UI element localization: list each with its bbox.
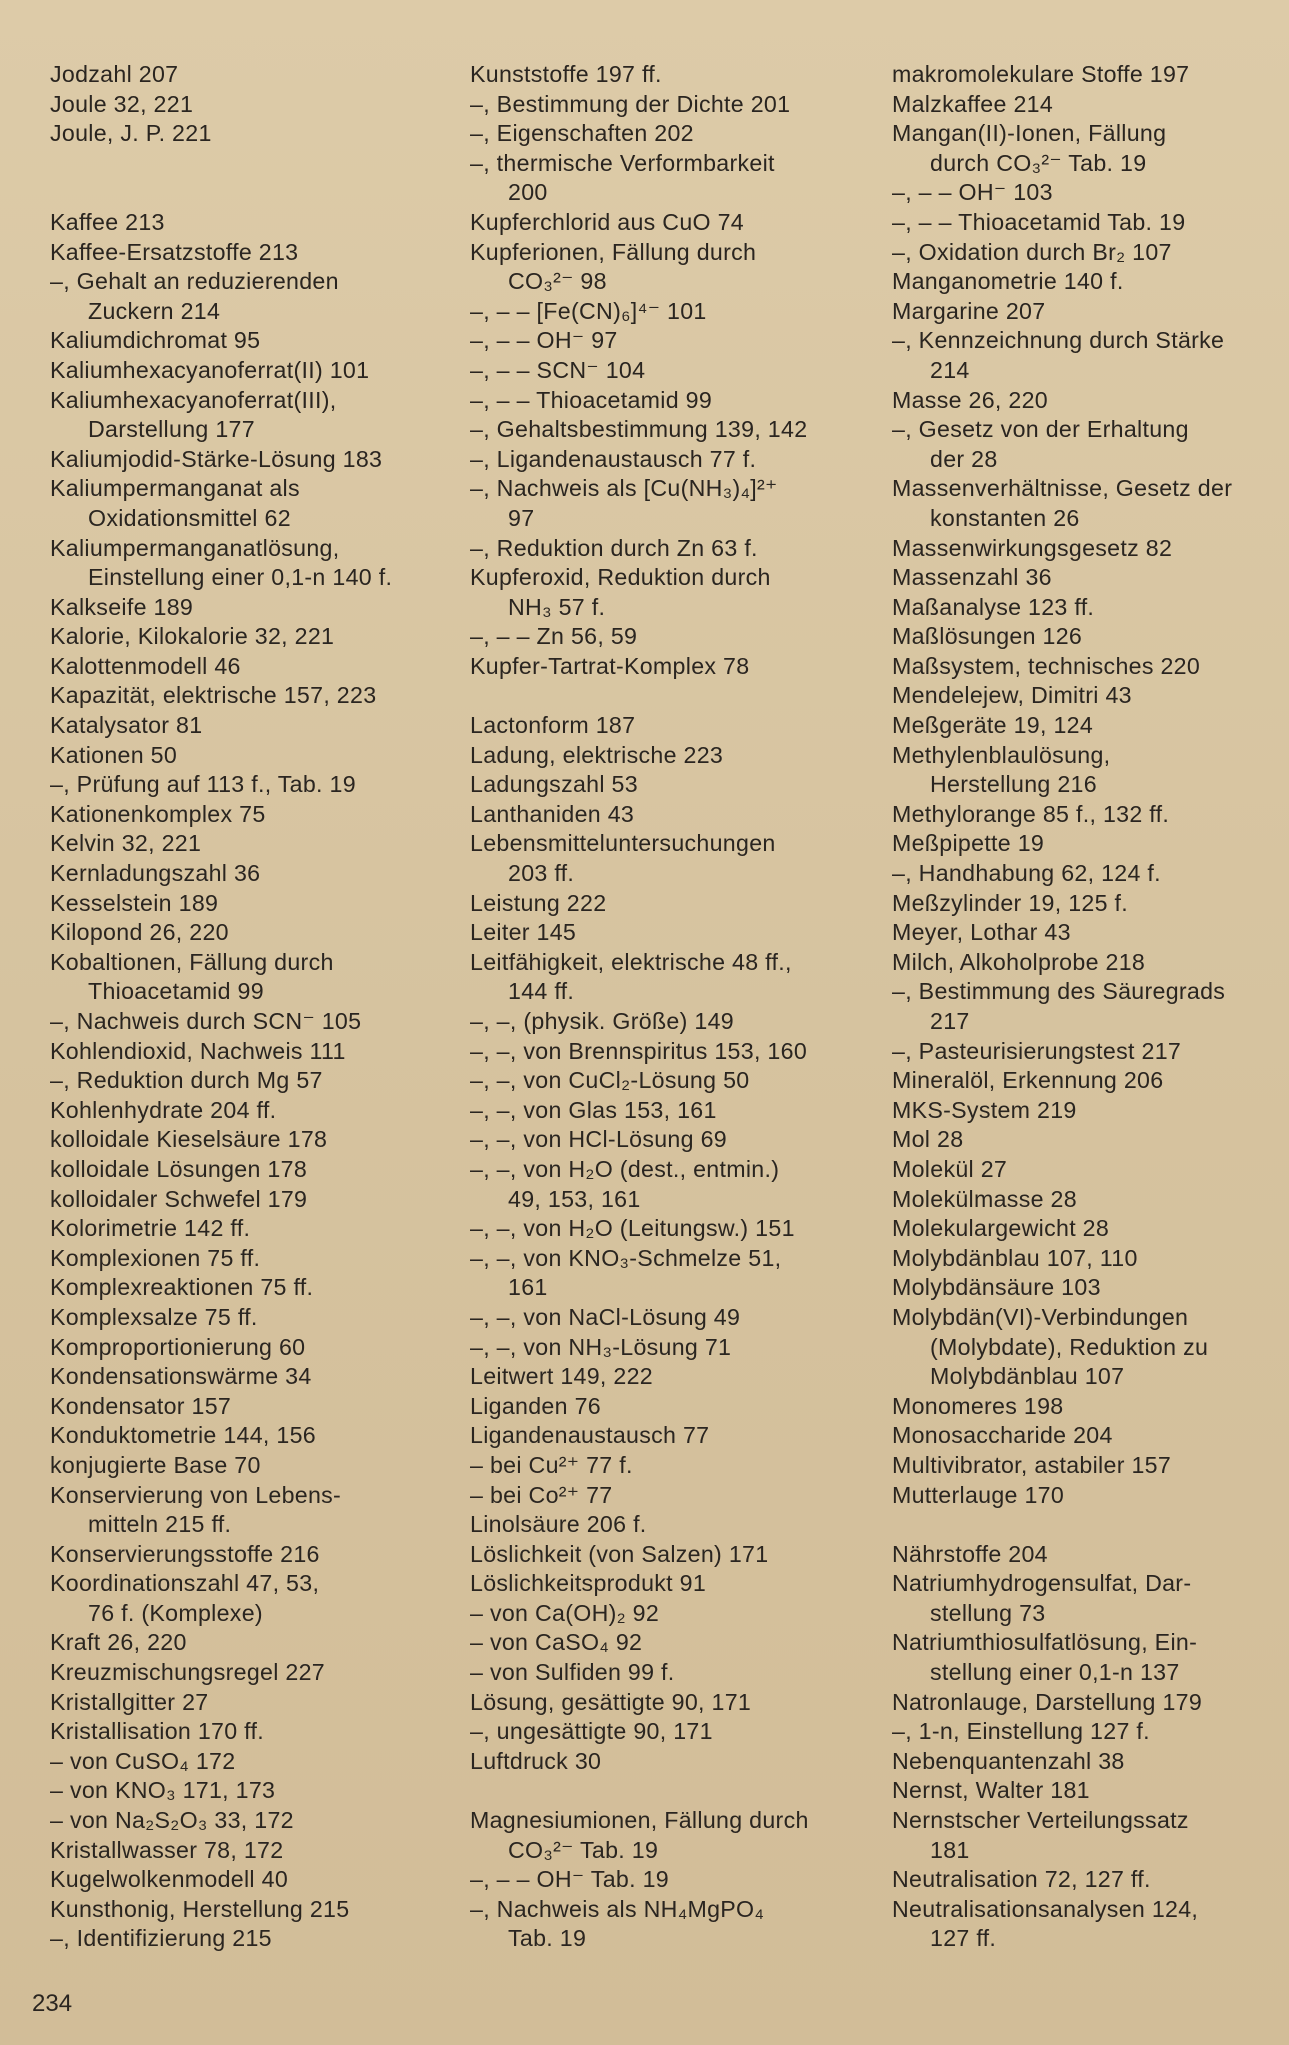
index-entry: Ladung, elektrische 223 [470,741,724,768]
index-entry: Joule, J. P. 221 [50,120,212,147]
index-entry: mitteln 215 ff. [88,1511,232,1538]
index-entry: Leistung 222 [470,889,607,916]
index-entry: –, Eigenschaften 202 [470,120,694,147]
index-entry: der 28 [930,445,998,472]
index-entry: –, Gesetz von der Erhaltung [892,416,1189,443]
index-entry: Molekül 27 [892,1155,1008,1182]
index-entry: – von KNO₃ 171, 173 [50,1777,276,1804]
index-entry: –, 1-n, Einstellung 127 f. [892,1718,1150,1745]
index-entry: Massenzahl 36 [892,564,1052,591]
index-entry: Natriumthiosulfatlösung, Ein- [892,1629,1198,1656]
index-entry: –, Gehaltsbestimmung 139, 142 [470,416,808,443]
index-entry: CO₃²⁻ 98 [508,268,607,295]
index-entry: –, Reduktion durch Mg 57 [50,1067,323,1094]
index-spacer [470,1776,890,1806]
index-entry: Kristallisation 170 ff. [50,1718,264,1745]
index-entry: – von Ca(OH)₂ 92 [470,1599,660,1626]
index-entry: Kesselstein 189 [50,889,219,916]
index-entry: Kupferchlorid aus CuO 74 [470,208,745,235]
index-entry: Nährstoffe 204 [892,1540,1048,1567]
index-column-3 [892,60,1282,1954]
index-entry: Kristallwasser 78, 172 [50,1836,284,1863]
index-entry: –, –, (physik. Größe) 149 [470,1008,734,1034]
index-entry: Leiter 145 [470,919,577,946]
index-entry: Kondensator 157 [50,1392,232,1419]
index-column-1 [50,60,470,1954]
index-entry: 49, 153, 161 [508,1185,641,1212]
index-entry: Einstellung einer 0,1-n 140 f. [88,564,393,591]
index-entry: Kaliumpermanganatlösung, [50,534,340,561]
index-entry: stellung 73 [930,1599,1046,1626]
index-entry: Lebensmitteluntersuchungen [470,830,776,857]
index-entry: Joule 32, 221 [50,90,194,117]
index-entry: Methylenblaulösung, [892,741,1111,768]
index-entry: Neutralisationsanalysen 124, [892,1895,1199,1922]
index-column-2 [470,60,890,1954]
index-entry: –, Kennzeichnung durch Stärke [892,327,1225,354]
index-entry: Nernst, Walter 181 [892,1777,1090,1804]
index-entry: Kraft 26, 220 [50,1629,187,1656]
index-entry: Nebenquantenzahl 38 [892,1747,1125,1774]
index-entry: Meßgeräte 19, 124 [892,712,1094,739]
index-entry: –, –, von H₂O (Leitungsw.) 151 [470,1215,795,1242]
index-entry: makromolekulare Stoffe 197 [892,61,1190,87]
index-entry: –, – – OH⁻ 103 [892,179,1053,206]
index-entry: Kaffee-Ersatzstoffe 213 [50,238,299,265]
index-entry: Molybdänblau 107, 110 [892,1244,1138,1271]
index-entry: kolloidale Kieselsäure 178 [50,1126,328,1153]
index-entry: Oxidationsmittel 62 [88,504,291,531]
index-entry: Massenverhältnisse, Gesetz der [892,475,1233,502]
index-entry: Löslichkeitsprodukt 91 [470,1570,707,1597]
index-entry: –, Nachweis als [Cu(NH₃)₄]²⁺ [470,475,778,502]
index-entry: Kaffee 213 [50,208,165,235]
index-entry: –, –, von NH₃-Lösung 71 [470,1333,732,1360]
index-spacer [892,1510,1282,1540]
index-entry: Molybdän(VI)-Verbindungen [892,1303,1189,1330]
index-entry: Natronlauge, Darstellung 179 [892,1688,1203,1715]
index-entry: Liganden 76 [470,1392,601,1419]
index-entry: Kondensationswärme 34 [50,1363,312,1390]
index-entry: Neutralisation 72, 127 ff. [892,1866,1151,1893]
index-entry: 76 f. (Komplexe) [88,1599,263,1626]
index-entry: 214 [930,356,970,383]
index-entry: Massenwirkungsgesetz 82 [892,534,1173,561]
index-entry: –, Handhabung 62, 124 f. [892,860,1161,887]
index-entry: stellung einer 0,1-n 137 [930,1659,1180,1686]
index-entry: Molybdänblau 107 [930,1363,1125,1390]
index-entry: Kaliumhexacyanoferrat(III), [50,386,337,413]
index-entry: Kreuzmischungsregel 227 [50,1659,325,1686]
index-entry: – von Sulfiden 99 f. [470,1659,675,1686]
index-entry: Kationen 50 [50,741,178,768]
index-entry: –, –, von Glas 153, 161 [470,1096,717,1123]
index-entry: –, – – SCN⁻ 104 [470,356,646,383]
index-entry: Maßlösungen 126 [892,623,1083,650]
index-entry: Meßpipette 19 [892,830,1045,857]
index-entry: Molekulargewicht 28 [892,1215,1110,1242]
index-entry: Mineralöl, Erkennung 206 [892,1067,1164,1094]
index-entry: Mutterlauge 170 [892,1481,1065,1508]
index-entry: kolloidaler Schwefel 179 [50,1185,308,1212]
index-entry: –, –, von NaCl-Lösung 49 [470,1303,741,1330]
index-entry: –, – – Thioacetamid 99 [470,386,713,413]
index-entry: –, Prüfung auf 113 f., Tab. 19 [50,771,356,798]
index-entry: –, –, von HCl-Lösung 69 [470,1126,727,1153]
index-entry: Multivibrator, astabiler 157 [892,1451,1172,1478]
index-entry: – bei Cu²⁺ 77 f. [470,1451,633,1478]
index-entry: 161 [508,1274,548,1301]
index-entry: Masse 26, 220 [892,386,1048,413]
index-entry: Mendelejew, Dimitri 43 [892,682,1132,709]
index-entry: Darstellung 177 [88,416,255,443]
index-entry: –, Gehalt an reduzierenden [50,268,339,295]
index-entry: Löslichkeit (von Salzen) 171 [470,1540,769,1567]
index-entry: Ligandenaustausch 77 [470,1422,710,1449]
index-entry: Ladungszahl 53 [470,771,638,798]
index-entry: Kalorie, Kilokalorie 32, 221 [50,623,335,650]
index-entry: –, Nachweis durch SCN⁻ 105 [50,1008,362,1034]
index-entry: Kupferionen, Fällung durch [470,238,757,265]
index-entry: Luftdruck 30 [470,1747,602,1774]
index-entry: CO₃²⁻ Tab. 19 [508,1836,659,1863]
index-spacer [470,681,890,711]
index-entry: Kaliumpermanganat als [50,475,300,502]
index-entry: Monosaccharide 204 [892,1422,1113,1449]
index-entry: –, Pasteurisierungstest 217 [892,1037,1182,1064]
index-entry: Maßanalyse 123 ff. [892,593,1095,620]
index-entry: – von CuSO₄ 172 [50,1747,236,1774]
index-entry: Komplexsalze 75 ff. [50,1303,258,1330]
index-entry: Kapazität, elektrische 157, 223 [50,682,377,709]
index-entry: 97 [508,504,535,531]
index-entry: Kalottenmodell 46 [50,652,241,679]
index-entry: (Molybdate), Reduktion zu [930,1333,1209,1360]
index-entry: NH₃ 57 f. [508,593,606,620]
index-entry: Kaliumhexacyanoferrat(II) 101 [50,356,370,383]
index-entry: Kupferoxid, Reduktion durch [470,564,771,591]
index-entry: 144 ff. [508,978,575,1005]
index-entry: Milch, Alkoholprobe 218 [892,948,1146,975]
index-spacer [50,178,470,208]
index-entry: Kohlendioxid, Nachweis 111 [50,1037,346,1064]
index-entry: 200 [508,179,548,206]
index-entry: kolloidale Lösungen 178 [50,1155,308,1182]
index-entry: –, Reduktion durch Zn 63 f. [470,534,758,561]
index-entry: –, Ligandenaustausch 77 f. [470,445,757,472]
index-entry: Manganometrie 140 f. [892,268,1124,295]
index-entry: Kristallgitter 27 [50,1688,209,1715]
index-entry: Lanthaniden 43 [470,800,635,827]
index-entry: Magnesiumionen, Fällung durch [470,1807,809,1834]
index-entry: Mol 28 [892,1126,964,1153]
index-entry: – von Na₂S₂O₃ 33, 172 [50,1807,294,1834]
index-entry: – bei Co²⁺ 77 [470,1481,613,1508]
index-entry: –, – – OH⁻ 97 [470,327,618,354]
index-entry: Tab. 19 [508,1925,587,1952]
index-entry: Komplexionen 75 ff. [50,1244,261,1271]
index-entry: Kugelwolkenmodell 40 [50,1866,289,1893]
index-entry: Linolsäure 206 f. [470,1511,647,1538]
index-entry: Kalkseife 189 [50,593,194,620]
index-entry: Lösung, gesättigte 90, 171 [470,1688,752,1715]
index-entry: Leitfähigkeit, elektrische 48 ff., [470,948,792,975]
index-entry: Lactonform 187 [470,712,636,739]
index-entry: Jodzahl 207 [50,61,179,87]
index-entry: Kupfer-Tartrat-Komplex 78 [470,652,750,679]
index-entry: –, thermische Verformbarkeit [470,149,775,176]
index-entry: Kaliumjodid-Stärke-Lösung 183 [50,445,383,472]
index-entry: Kunsthonig, Herstellung 215 [50,1895,350,1922]
index-entry: Meyer, Lothar 43 [892,919,1071,946]
index-entry: –, –, von KNO₃-Schmelze 51, [470,1244,782,1271]
index-entry: Konservierungsstoffe 216 [50,1540,320,1567]
index-entry: Molybdänsäure 103 [892,1274,1101,1301]
index-entry: –, –, von CuCl₂-Lösung 50 [470,1067,750,1094]
index-entry: –, ungesättigte 90, 171 [470,1718,713,1745]
index-entry: Kernladungszahl 36 [50,860,261,887]
index-entry: Konservierung von Lebens- [50,1481,342,1508]
index-entry: –, Nachweis als NH₄MgPO₄ [470,1895,765,1922]
index-entry: 127 ff. [930,1925,997,1952]
index-entry: Margarine 207 [892,297,1046,324]
index-entry: Mangan(II)-Ionen, Fällung [892,120,1167,147]
index-entry: Kunststoffe 197 ff. [470,61,662,87]
index-entry: Katalysator 81 [50,712,203,739]
index-entry: –, – – [Fe(CN)₆]⁴⁻ 101 [470,297,707,324]
index-entry: –, Bestimmung des Säuregrads [892,978,1226,1005]
index-entry: MKS-System 219 [892,1096,1077,1123]
index-entry: –, Identifizierung 215 [50,1925,272,1952]
index-entry: Leitwert 149, 222 [470,1363,653,1390]
index-spacer [50,149,470,179]
index-entry: Komplexreaktionen 75 ff. [50,1274,314,1301]
index-entry: –, – – Thioacetamid Tab. 19 [892,208,1186,235]
index-entry: Methylorange 85 f., 132 ff. [892,800,1170,827]
index-entry: Molekülmasse 28 [892,1185,1077,1212]
index-entry: 203 ff. [508,860,575,887]
index-entry: Komproportionierung 60 [50,1333,306,1360]
index-entry: Maßsystem, technisches 220 [892,652,1201,679]
index-entry: 181 [930,1836,970,1863]
index-entry: Nernstscher Verteilungssatz [892,1807,1189,1834]
index-entry: Konduktometrie 144, 156 [50,1422,317,1449]
index-entry: –, – – Zn 56, 59 [470,623,638,650]
index-entry: konjugierte Base 70 [50,1451,261,1478]
index-entry: Meßzylinder 19, 125 f. [892,889,1129,916]
index-entry: –, – – OH⁻ Tab. 19 [470,1866,669,1893]
index-entry: Kolorimetrie 142 ff. [50,1215,251,1242]
index-entry: –, Bestimmung der Dichte 201 [470,90,791,117]
index-entry: –, –, von Brennspiritus 153, 160 [470,1037,808,1064]
index-entry: –, –, von H₂O (dest., entmin.) [470,1155,780,1182]
index-entry: Malzkaffee 214 [892,90,1054,117]
index-entry: Kobaltionen, Fällung durch [50,948,334,975]
index-entry: Thioacetamid 99 [88,978,264,1005]
index-entry: –, Oxidation durch Br₂ 107 [892,238,1172,265]
index-entry: Koordinationszahl 47, 53, [50,1570,320,1597]
index-entry: Kationenkomplex 75 [50,800,266,827]
index-entry: durch CO₃²⁻ Tab. 19 [930,149,1147,176]
index-entry: 217 [930,1008,970,1034]
index-entry: Natriumhydrogensulfat, Dar- [892,1570,1192,1597]
index-entry: Kilopond 26, 220 [50,919,229,946]
index-entry: – von CaSO₄ 92 [470,1629,643,1656]
index-entry: Kaliumdichromat 95 [50,327,261,354]
index-entry: Monomeres 198 [892,1392,1064,1419]
index-entry: Kelvin 32, 221 [50,830,202,857]
index-entry: Herstellung 216 [930,771,1097,798]
index-entry: Kohlenhydrate 204 ff. [50,1096,277,1123]
index-entry: konstanten 26 [930,504,1080,531]
page-number: 234 [32,1990,73,2017]
index-entry: Zuckern 214 [88,297,221,324]
